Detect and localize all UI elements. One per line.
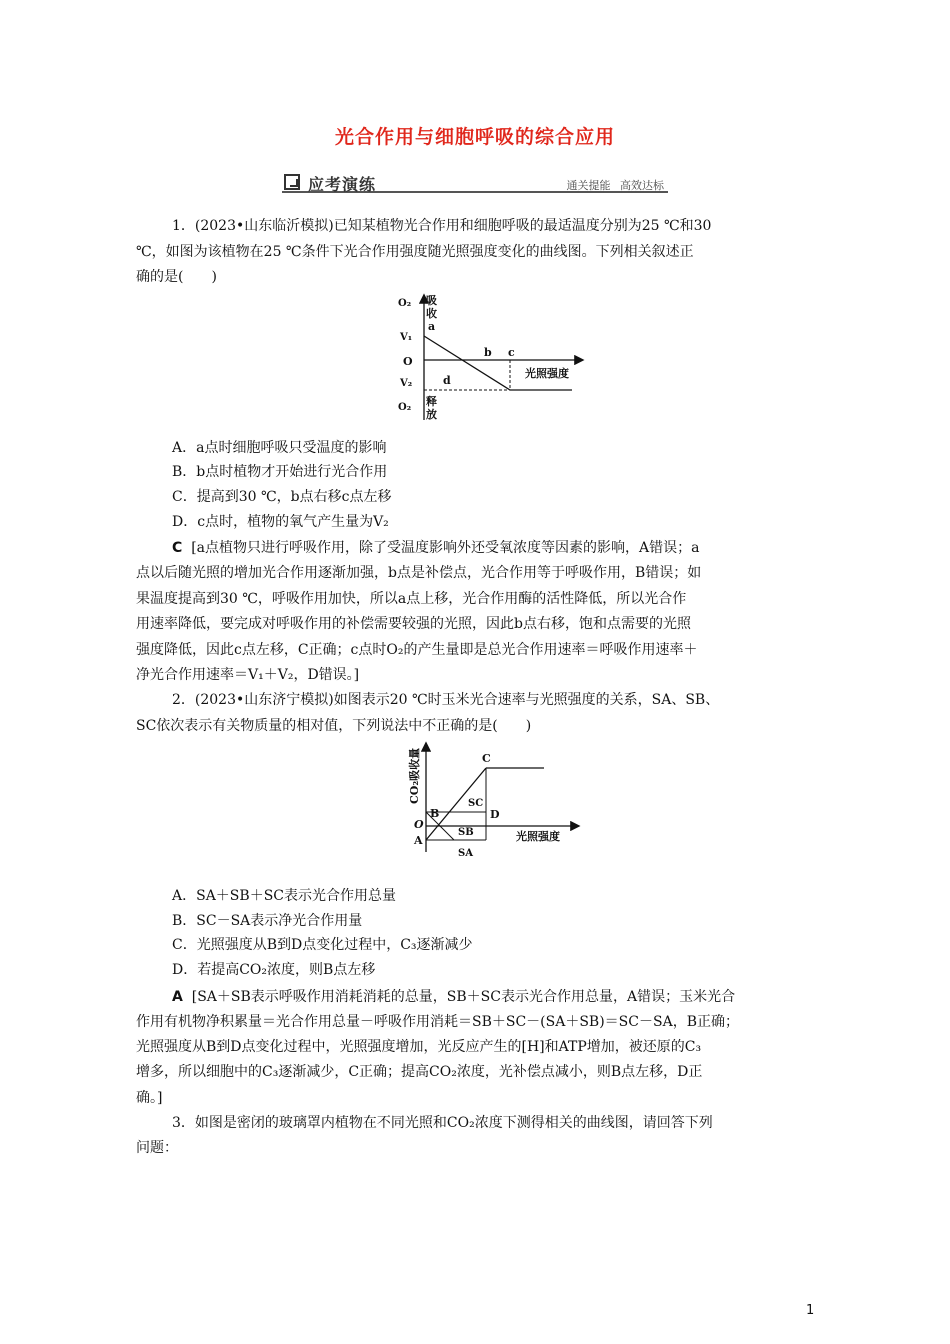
q1-explanation-line3: 果温度提高到30 ℃，呼吸作用加快，所以a点上移，光合作用酶的活性降低，所以光合作	[136, 591, 687, 607]
q2-area-sb: SB	[458, 827, 474, 838]
q2-y-label: CO₂吸收量	[408, 747, 421, 804]
q2-option-d: D．若提高CO₂浓度，则B点左移	[172, 962, 376, 978]
q1-y-top-o2: O₂	[398, 298, 412, 309]
q1-v2-label: V₂	[400, 378, 413, 389]
q2-origin: O	[414, 818, 424, 831]
q1-option-c: C．提高到30 ℃，b点右移c点左移	[172, 489, 392, 505]
exercise-icon	[284, 174, 300, 190]
q1-answer: C	[172, 540, 183, 556]
q1-point-b: b	[484, 346, 492, 359]
q1-origin: O	[403, 355, 413, 368]
q1-y-bot-o2: O₂	[398, 402, 412, 413]
q1-option-a: A．a点时细胞呼吸只受温度的影响	[172, 440, 387, 456]
q1-explanation-line5: 强度降低，因此c点左移，C正确；c点时O₂的产生量即是总光合作用速率＝呼吸作用速率＋	[136, 642, 698, 658]
q2-x-label: 光照强度	[516, 830, 560, 843]
q1-stem-line3: 确的是( )	[136, 269, 217, 285]
q1-explanation-line4: 用速率降低，要完成对呼吸作用的补偿需要较强的光照，因此b点右移，饱和点需要的光照	[136, 616, 691, 632]
q1-point-d: d	[443, 374, 451, 387]
q2-point-c: C	[482, 752, 491, 765]
q1-v1-label: V₁	[400, 332, 413, 343]
q2-explanation-line5: 确。]	[136, 1090, 163, 1106]
q1-stem-line1: 1．(2023•山东临沂模拟)已知某植物光合作用和细胞呼吸的最适温度分别为25 ℃和30	[172, 218, 712, 234]
q1-explanation-line6: 净光合作用速率＝V₁＋V₂，D错误。]	[136, 667, 360, 683]
q3-stem-line2: 问题：	[136, 1140, 178, 1156]
q2-answer: A	[172, 989, 183, 1005]
page-number: 1	[806, 1303, 815, 1318]
q2-explanation-line3: 光照强度从B到D点变化过程中，光照强度增加，光反应产生的[H]和ATP增加，被还原的C₃	[136, 1039, 702, 1055]
q2-explanation-line4: 增多，所以细胞中的C₃逐渐减少，C正确；提高CO₂浓度，光补偿点减小，则B点左移，D正	[136, 1064, 703, 1080]
q2-stem-line2: SC依次表示有关物质量的相对值，下列说法中不正确的是( )	[136, 718, 532, 734]
q1-y-top-xi: 吸	[426, 294, 437, 307]
q1-option-b: B．b点时植物才开始进行光合作用	[172, 464, 388, 480]
q1-stem-line2: ℃，如图为该植物在25 ℃条件下光合作用强度随光照强度变化的曲线图。下列相关叙述正	[136, 244, 694, 260]
q1-point-a: a	[428, 320, 436, 333]
q1-x-label: 光照强度	[525, 367, 569, 380]
q2-option-c: C．光照强度从B到D点变化过程中，C₃逐渐减少	[172, 937, 473, 953]
q1-point-c: c	[508, 346, 515, 359]
banner-subtitle: 通关提能 高效达标	[566, 179, 664, 192]
q1-y-top-shou: 收	[426, 307, 437, 320]
q2-area-sc: SC	[468, 798, 484, 809]
q2-option-b: B．SC－SA表示净光合作用量	[172, 913, 363, 929]
q2-explanation-line1: A [SA＋SB表示呼吸作用消耗消耗的总量，SB＋SC表示光合作用总量，A错误；玉米光合	[172, 989, 736, 1005]
q1-curve	[424, 336, 510, 390]
section-banner	[282, 172, 668, 196]
q2-point-a: A	[414, 834, 423, 847]
q3-stem-line1: 3．如图是密闭的玻璃罩内植物在不同光照和CO₂浓度下测得相关的曲线图，请回答下列	[172, 1115, 713, 1131]
q1-figure	[396, 292, 586, 428]
q1-y-bot-fang: 放	[426, 408, 437, 421]
q2-point-b: B	[430, 807, 440, 820]
page-title: 光合作用与细胞呼吸的综合应用	[334, 126, 615, 148]
banner-title: 应考演练	[308, 175, 377, 194]
q1-explanation-line1: C [a点植物只进行呼吸作用，除了受温度影响外还受氧浓度等因素的影响，A错误；a	[172, 540, 700, 556]
q2-area-sa: SA	[458, 848, 473, 859]
q1-explanation-line2: 点以后随光照的增加光合作用逐渐加强，b点是补偿点，光合作用等于呼吸作用，B错误；如	[136, 565, 702, 581]
q2-explanation-line2: 作用有机物净积累量＝光合作用总量－呼吸作用消耗＝SB＋SC－(SA＋SB)＝SC－SA，B正确；	[136, 1014, 739, 1030]
q2-point-d: D	[490, 808, 500, 821]
q2-option-a: A．SA＋SB＋SC表示光合作用总量	[172, 888, 396, 904]
q1-y-bot-shi: 释	[426, 395, 437, 408]
q2-stem-line1: 2．(2023•山东济宁模拟)如图表示20 ℃时玉米光合速率与光照强度的关系，SA、SB、	[172, 692, 720, 708]
q2-figure	[398, 740, 584, 864]
q1-option-d: D．c点时，植物的氧气产生量为V₂	[172, 514, 389, 530]
